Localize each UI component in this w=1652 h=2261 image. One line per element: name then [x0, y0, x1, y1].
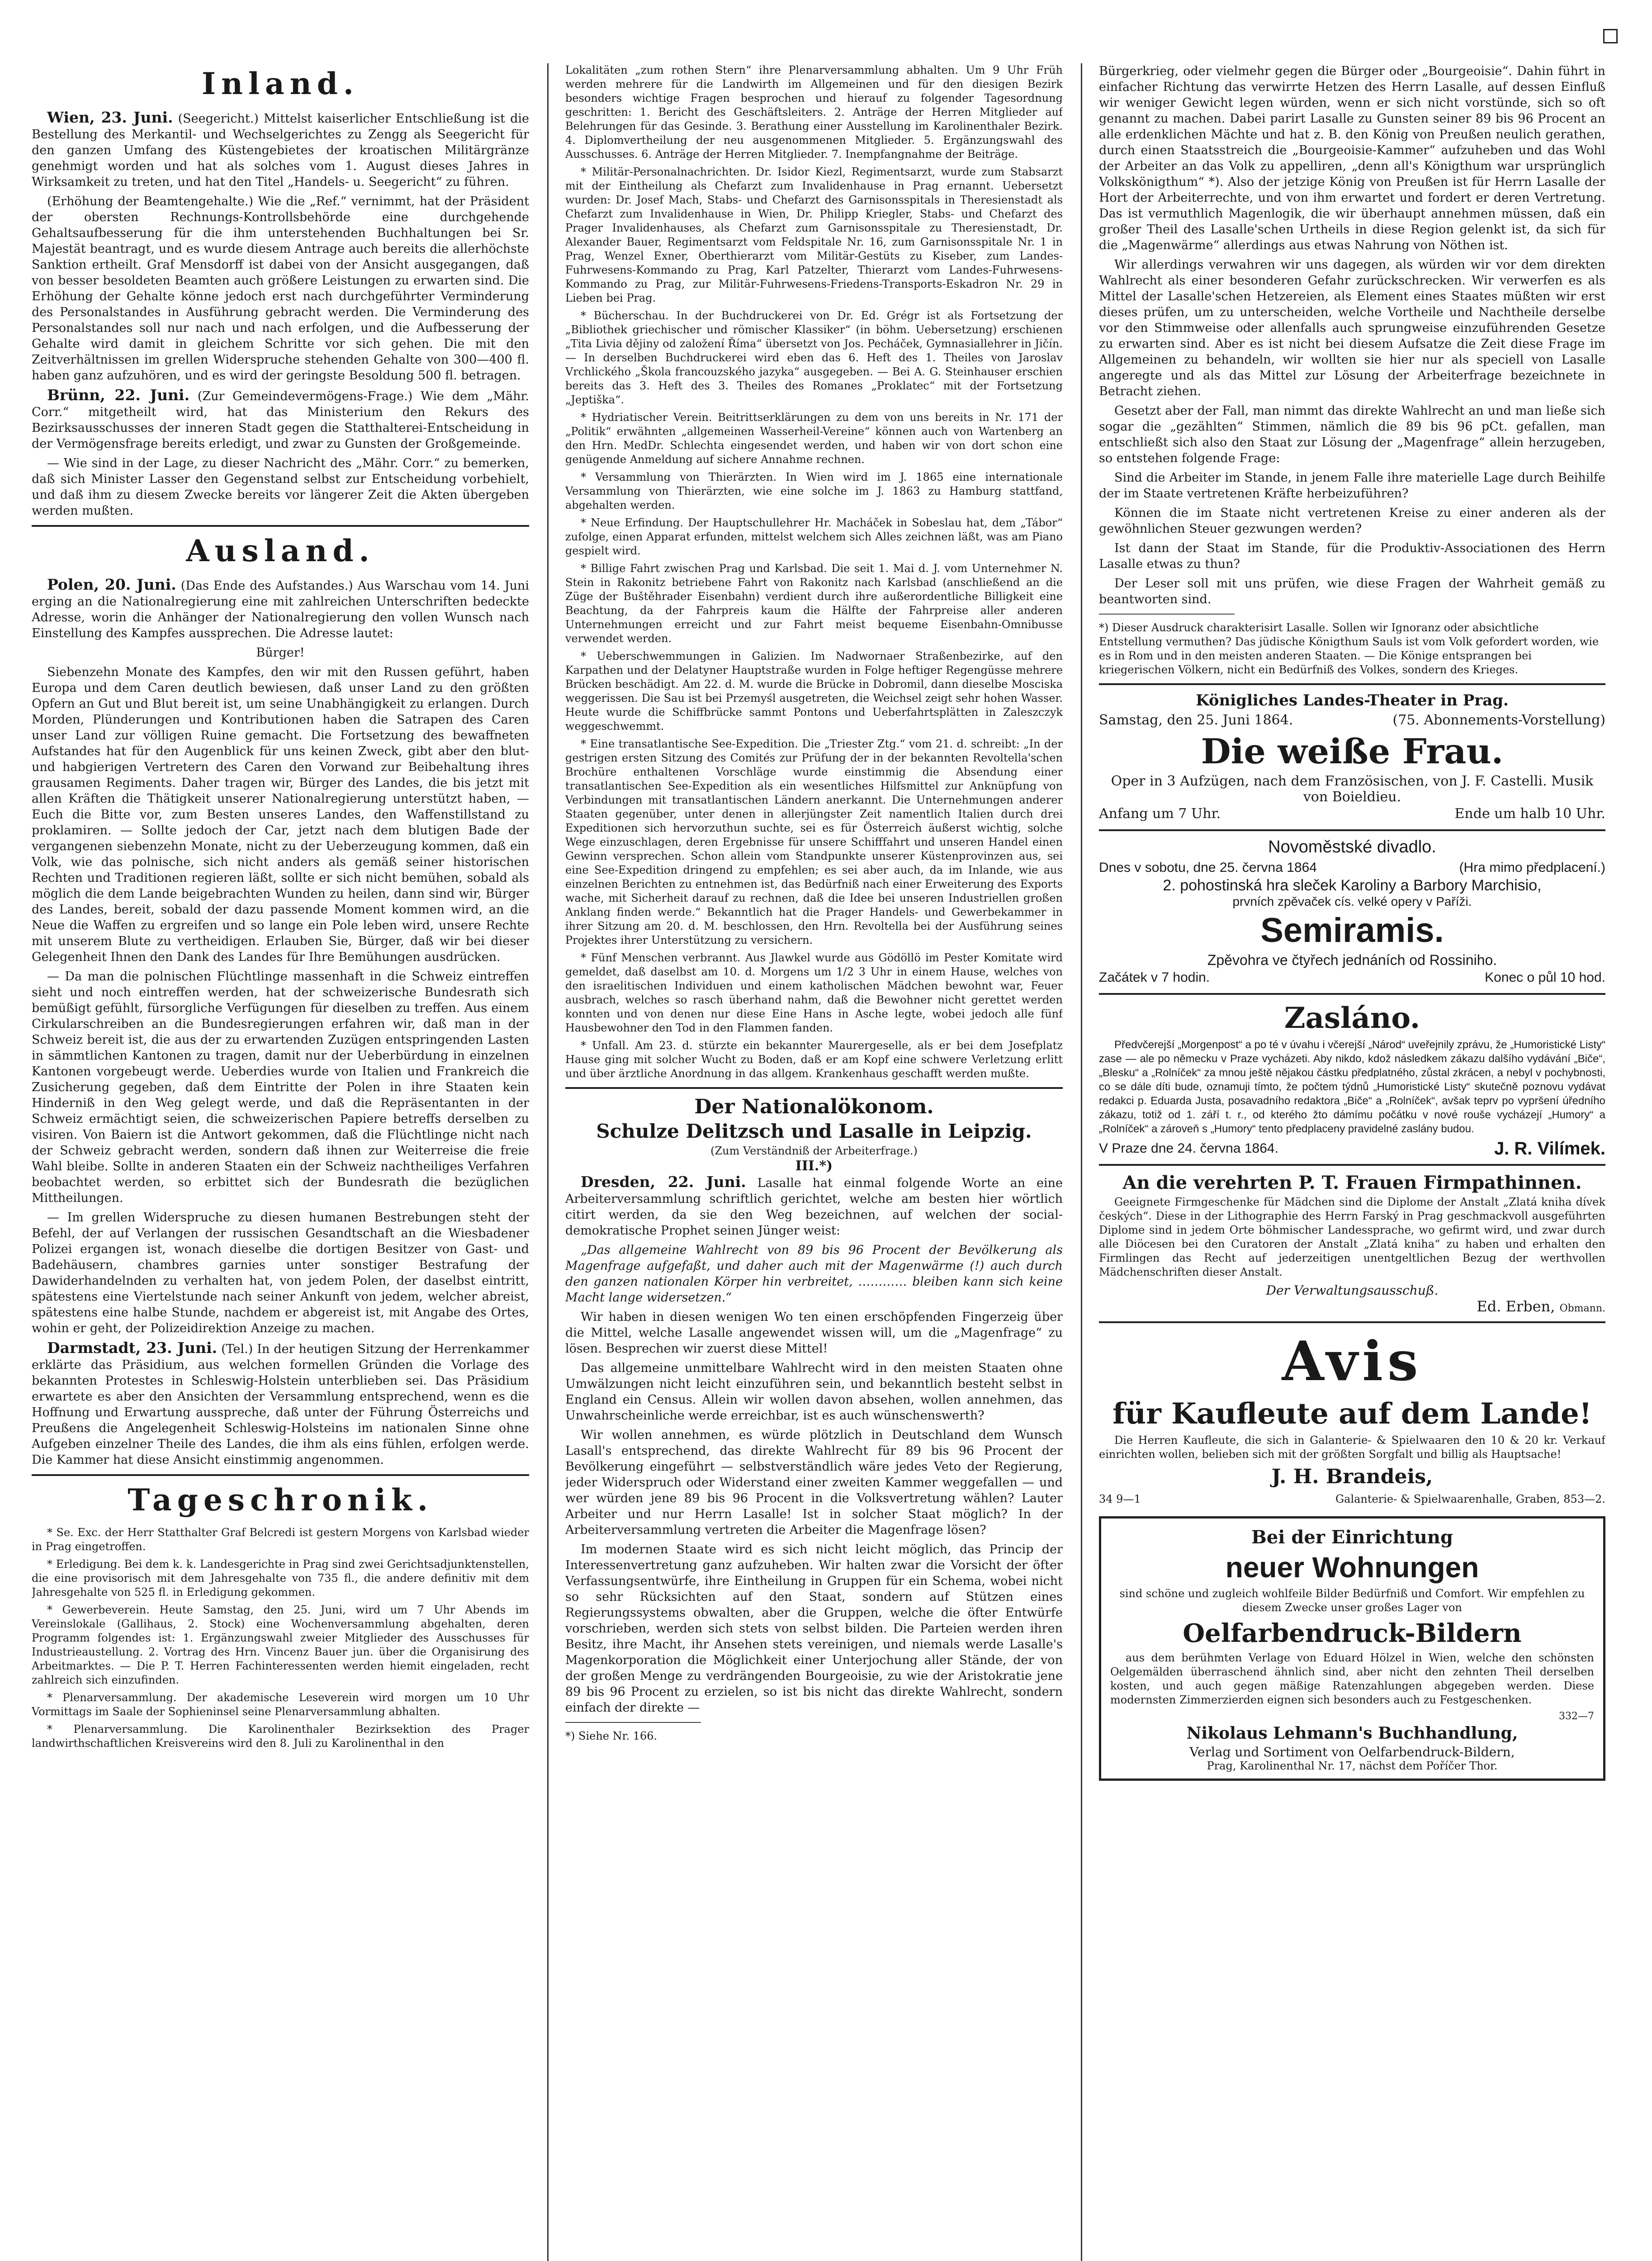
- chronik-item: * Neue Erfindung. Der Hauptschullehrer Hr. Macháček in Sobeslau hat, dem „Tábor“ zufolge, einen Apparat erfunden, mittelst welchem sich Alles zeichnen läßt, was am Piano gespielt wird.: [565, 516, 1063, 557]
- novo-theater-ad: [1099, 837, 1605, 987]
- divider: [1099, 1321, 1605, 1323]
- column-rule: [1081, 63, 1082, 2261]
- article-body: — Da man die polnischen Flüchtlinge massenhaft in die Schweiz eintreffen sieht und noch eintreffen werden, hat der schweizerische Bundesrath sich bemüßigt gefühlt, fürsorgliche Verfügungen für dieselben zu treffen. Aus einem Cirkularschreiben an die Bundesregierungen erfahren wir, daß man in der Schweiz bereit ist, die aus der zu erwartenden Zuzügen entspringenden Lasten in sämmtlichen Kantonen zu tragen, damit nur der Ueberbürdung in einzelnen Kantonen vorgebeugt werde. Ueberdies wurde von Italien und Frankreich die Zusicherung gegeben, daß dem Eintritte der Polen in ihre Staaten kein Hinderniß in den Weg gelegt werde, und daß die Repräsentanten in der Schweiz ermächtigt seien, die schweizerischen Papiere betreffs derselben zu visiren. Von Baiern ist die Antwort gekommen, daß die Flüchtlinge nicht nach der Schweiz gebracht werden, sondern daß ihnen zur Weiterreise die freie Wahl bleibe. Sollte in anderen Staaten ein der Schweiz nachtheiliges Verfahren beobachtet werden, so erbittet sich der Bundesrath die bezüglichen Mittheilungen.: [32, 970, 529, 1205]
- article-body: Wie die „Ref.“ vernimmt, hat der Präsident der obersten Rechnungs-Kontrollsbehörde eine durchgehende Gehaltsaufbesserung für die ihm unterstehenden Buchhaltungen bei Sr. Majestät beantragt, und es wurde diesem Antrage auch bereits die allerhöchste Sanktion ertheilt. Graf Mensdorff ist dabei von der Ansicht ausgegangen, daß von besser besoldeten Beamten auch größere Leistungen zu erwarten sind. Die Erhöhung der Gehalte könne jedoch erst nach durchgeführter Verminderung des Personalstandes in Ausführung gebracht werden. Die Verminderung des Personalstandes soll nur nach und nach erfolgen, und die Aufbesserung der Gehalte wird damit in gleichem Schritte vor sich gehen. Die mit den Zeitverhältnissen im grellen Widerspruche stehenden Gehalte von 300—400 fl. haben ganz aufzuhören, und es wird der geringste Besoldung 500 fl. betragen.: [32, 194, 529, 383]
- wohn-body: sind schöne und zugleich wohlfeile Bilder Bedürfniß und Comfort. Wir empfehlen zu diesem Zwecke unser großes Lager von: [1119, 1587, 1585, 1614]
- section-heading-tageschronik: Tageschronik.: [128, 1482, 433, 1518]
- article-tag: (Zur Gemeindevermögens-Frage.): [197, 389, 413, 403]
- wohn-address: Prag, Karolinenthal Nr. 17, nächst dem Poříčer Thor.: [1207, 1760, 1498, 1772]
- theater-end: Ende um halb 10 Uhr.: [1454, 806, 1605, 822]
- chronik-item: * Gewerbeverein. Heute Samstag, den 25. Juni, wird um 7 Uhr Abends im Vereinslokale (Gallihaus, 2. Stock) eine Wochenversammlung abgehalten, deren Programm folgendes ist: 1. Ergänzungswahl zweier Mitglieder des Ausschusses für Industrieaustellung. 2. Vortrag des Hrn. Vincenz Bauer jun. über die Organisirung des Arbeitmarktes. — Die P. T. Herren Fachinteressenten werden hiemit eingeladen, recht zahlreich sich einzufinden.: [32, 1604, 529, 1686]
- avis-number: 34 9—1: [1099, 1493, 1141, 1505]
- avis-subtitle: für Kaufleute auf dem Lande!: [1112, 1397, 1592, 1431]
- divider: [32, 525, 529, 527]
- section-heading-ausland: Ausland.: [186, 533, 375, 568]
- firm-role: Obmann.: [1559, 1303, 1605, 1314]
- novo-date-row: [1099, 859, 1605, 877]
- zaslano-title: Zasláno.: [1284, 1001, 1420, 1035]
- chronik-item: * Unfall. Am 23. d. stürzte ein bekannter Maurergeselle, als er bei dem Josefplatz Hause ging mit solcher Wucht zu Boden, daß er am Kopf eine schwere Verletzung erlitt und über ärztliche Anordnung in das allgem. Krankenhaus geschafft werden mußte.: [565, 1039, 1063, 1080]
- firm-body: Geeignete Firmgeschenke für Mädchen sind die Diplome der Anstalt „Zlatá kniha dívek českých“. Diese in der Lithographie des Herrn Farský in Prag geschmackvoll ausgeführten Diplome sind in jedem Orte böhmischer Landessprache, wo gefirmt wird, und zwar durch alle Diöcesen bei den Curatoren der Anstalt „Zlatá kniha“ zu haben und erhalten den Firmlingen das Recht auf jederzeitigen unentgeltlichen Bezug der werthvollen Mädchenschriften dieser Anstalt.: [1099, 1196, 1605, 1278]
- article-body: — Wie sind in der Lage, zu dieser Nachricht des „Mähr. Corr.“ zu bemerken, daß sich Minister Lasser den Gegenstand selbst zur Entscheidung vorbehielt, und daß ihm zu diesem Zwecke bereits vor längerer Zeit die Akten übergeben werden mußten.: [32, 456, 529, 518]
- dateline: Polen, 20. Juni.: [47, 576, 176, 593]
- theater-header: Königliches Landes-Theater in Prag.: [1196, 691, 1509, 710]
- avis-ad: [1099, 1329, 1605, 1508]
- firm-signer: Der Verwaltungsausschuß.: [1266, 1283, 1439, 1298]
- zaslano-footer: [1099, 1140, 1605, 1158]
- section-heading-nationaloekonom: Der Nationalökonom.: [694, 1095, 934, 1118]
- article-body: Wir haben in diesen wenigen Wo ten einen erschöpfenden Fingerzeig über die Mittel, welche Lasalle angewendet wissen will, um die „Magenfrage“ zu lösen. Besprechen wir zuerst diese Mittel!: [565, 1310, 1063, 1356]
- firm-title: An die verehrten P. T. Frauen Firmpathinnen.: [1122, 1172, 1582, 1193]
- theater-start: Anfang um 7 Uhr.: [1099, 806, 1221, 822]
- section-heading-inland: Inland.: [202, 66, 359, 101]
- novo-header: Novoměstské divadlo.: [1268, 837, 1436, 856]
- chronik-item: * Ueberschwemmungen in Galizien. Im Nadwornaer Straßenbezirke, auf den Karpathen und der Delatyner Hauptstraße wurden in Folge heftiger Regengüsse mehrere Brücken beschädigt. Am 22. d. M. wurde die Brücke in Dobromil, dann dieselbe Mosciska weggerissen. Die Sau ist bei Przemyśl ausgetreten, die Weichsel zeigt sehr hohen Wasser. Heute wurde die Schiffbrücke sammt Pontons und Ueberfahrtsplätten in Zaleszczyk weggeschwemmt.: [565, 650, 1063, 733]
- firm-name: Ed. Erben,: [1477, 1298, 1555, 1315]
- article-part: III.*): [795, 1158, 833, 1174]
- wohn-title-1: Bei der Einrichtung: [1251, 1527, 1453, 1548]
- article-body: Aus Warschau vom 14. Juni erging an die Nationalregierung eine mit zahlreichen Unterschriften bedeckte Adresse, worin die Anhänger der Nationalregierung den vollen Wunsch nach Einstellung des Kampfes aussprechen. Die Adresse lautet:: [32, 579, 529, 640]
- article-tag: (Erhöhung der Beamtengehalte.): [47, 194, 254, 208]
- divider: [32, 1474, 529, 1476]
- wohnungen-ad: [1099, 1516, 1605, 1781]
- wohn-body-2: aus dem berühmten Verlage von Eduard Hölzel in Wien, welche den schönsten Oelgemälden überraschend ähnlich sind, aber nicht den zehnten Theil derselben kosten, und auch gegen mäßige Ratenzahlungen abgegeben werden. Diese modernsten Zimmerzierden eignen sich besonders auch zu Festgeschenken.: [1110, 1651, 1594, 1706]
- novo-date: Dnes v sobotu, dne 25. června 1864: [1099, 860, 1317, 875]
- dateline: Wien, 23. Juni.: [47, 109, 173, 126]
- chronik-item: * Plenarversammlung. Der akademische Leseverein wird morgen um 10 Uhr Vormittags im Saale der Sophieninsel seine Plenarversammlung abhalten.: [32, 1691, 529, 1718]
- zaslano-body: Předvčerejší „Morgenpost“ a po té v úvahu i včerejší „Národ“ uveřejnily zprávu, že „Humoristické Listy“ zase — ale po německu v Praze vycházeti. Aby nikdo, kdož následkem zákazu dalšího vydávání „Biče“, „Blesku“ a „Rolníček“ za mnou ještě nějakou částku předplatného, zůstal zkrácen, a nebyl v pochybnosti, co se dále díti bude, oznamuji tímto, že počtem týdnů „Humoristické Listy“ skutečně poznovu vydávat redakci p. Eduarda Justa, posavadního redaktora „Biče“ a „Rolníček“, avšak teprv po vypršení úředního zákazu, totiž od 1. září t. r., od kterého žto dámímu počátku v nové rouše vycházejí „Humory“ a „Rolníček“ a zároveň s „Humory“ tento předplaceny pravidelné zaslány budou.: [1099, 1039, 1605, 1135]
- article-body: Bürgerkrieg, oder vielmehr gegen die Bürger oder „Bourgeoisie“. Dahin führt in einfacher Richtung das verwirrte Hetzen des Herrn Lasalle, auf dessen Einfluß wir weniger Gewicht legen würden, wenn er sich nicht vorstünde, sich so oft genannt zu machen. Dabei parirt Lasalle zu Gunsten seiner 89 bis 96 Procent an alle erdenklichen Mächte und hat z. B. den König von Preußen neulich gerathen, durch einen Staatsstreich die „Bourgeoisie-Kammer“ aufzuheben und das Wohl der Arbeiter an das Volk zu appelliren, „denn all's Königthum war ursprünglich Volkskönigthum“ *). Also der jetzige König von Preußen ist für Herrn Lasalle der Hort der Arbeiterrechte, und von ihm erwartet und fordert er deren Vertretung. Das ist vermuthlich Magenlogik, die wir überhaupt annehmen müssen, daß ein großer Theil des Lasalle'schen Urtheils in diese Region gelenkt ist, da sich für die „Magenwärme“ allerdings aus etwas Nahrung von Nöthen ist.: [1099, 64, 1605, 252]
- avis-footer: [1099, 1490, 1605, 1508]
- question: Sind die Arbeiter im Stande, in jenem Falle ihre materielle Lage durch Beihilfe der im Staate vertretenen Kräfte herbeizuführen?: [1099, 471, 1605, 501]
- firm-name-row: [1099, 1298, 1605, 1315]
- column-3: [1099, 63, 1605, 2261]
- firm-notice: [1099, 1172, 1605, 1315]
- avis-title: Avis: [1282, 1329, 1423, 1393]
- dateline: Darmstadt, 23. Juni.: [47, 1339, 218, 1357]
- article-body: Siebenzehn Monate des Kampfes, den wir mit den Russen geführt, haben Europa und dem Caren deutlich bewiesen, daß unser Land zu den größten Opfern an Gut und Blut bereit ist, um seine Unabhängigkeit zu erlangen. Durch Morden, Plünderungen und Kontributionen haben die Satrapen des Caren unser Land zur völligen Ruine gemacht. Die Fortsetzung des bewaffneten Aufstandes hat für den Augenblick für uns keinen Zweck, gibt aber den blut- und habgierigen Vertretern des Caren den Vorwand zur Beibehaltung ihres grausamen Regiments. Daher tragen wir, Bürger des Landes, die bis jetzt mit allen Kräften die Thätigkeit unserer Nationalregierung unterstützt haben, — Euch die Bitte vor, zum Besten unseres Landes, den Waffenstillstand zu proklamiren. — Sollte jedoch der Car, jetzt nach dem blutigen Bade der vergangenen siebenzehn Monate, nicht zu der Ueberzeugung kommen, daß ein Volk, wie das polnische, sich nicht anders als gemäß seiner historischen Rechten und Traditionen regieren läßt, sollte er sich nicht bemühen, sobald als möglich die dem Lande beigebrachten Wunden zu heilen, dann sind wir, Bürger des Landes, bereit, sobald der dazu passende Moment kommen wird, an die Neue die Waffen zu ergreifen und so lange ein Pole leben wird, unsere Rechte mit unserem Blute zu vertheidigen. Erlauben Sie, Bürger, daß wir bei dieser Gelegenheit Ihnen den Dank des Landes für Ihre Bemühungen ausdrücken.: [32, 665, 529, 964]
- theater-date-row: [1099, 711, 1605, 729]
- zaslano-notice: [1099, 1001, 1605, 1158]
- chronik-item: * Hydriatischer Verein. Beitrittserklärungen zu dem von uns bereits in Nr. 171 der „Politik“ erwähnten „allgemeinen Wasserheil-Vereine“ können auch von Wartenberg an den Hrn. MedDr. Schlechta eingesendet werden, und haben wir von dort schon eine genügende Anmeldung auf sichere Annahme rechnen.: [565, 411, 1063, 466]
- article-body: Wir allerdings verwahren wir uns dagegen, als würden wir vor dem direkten Wahlrecht als einer besonderen Gefahr zurückschrecken. Wir verwerfen es als Mittel der Lasalle'schen Hetzereien, als Element eines Staates müßten wir erst dieses prüfen, um zu unterscheiden, welche Vortheile und Nachtheile derselbe vor den Stimmweise oder allenfalls auch sprungweise einzuführenden Gesetze zu erwarten sind. Aber es ist nicht bei diesem Aufsatze die Zeit diese Frage im Allgemeinen zu behandeln, wir wollten sie hier nur als speciell von Lasalle angeregte und als das Mittel zur Lösung der Arbeiterfrage bezeichnete in Betracht ziehen.: [1099, 258, 1605, 398]
- theater-times: [1099, 805, 1605, 823]
- article-body: Im modernen Staate wird es sich nicht leicht möglich, das Princip der Interessenvertretung ganz aufzuheben. Wir halten zwar die Vorsicht der öfter Verfassungsentwürfe, ihre Eintheilung in Gruppen für ein Schema, wobei nicht so sehr Rücksichten auf den Staat, sondern auf Stützen eines Regierungssystems obwalten, aber die Gruppen, welche die öfter Entwürfe vorschrieben, werden sich stets von selbst bilden. Die Parteien werden ihren Besitz, ihre Macht, ihr Ansehen stets vereinigen, und niemals werde Lasalle's Magenkorporation die Möglichkeit einer Unterjochung aller Stände, der von der großen Menge zu verdrängenden Bourgeoisie, zu wie der Aristokratie jene 89 bis 96 Procent zu erzielen, so ist bis nicht das direkte Wahlrecht, sondern einfach der direkte —: [565, 1542, 1063, 1715]
- novo-note: (Hra mimo předplacení.): [1459, 860, 1605, 875]
- novo-start: Začátek v 7 hodin.: [1099, 970, 1210, 985]
- avis-body: Die Herren Kaufleute, die sich in Galanterie- & Spielwaaren den 10 & 20 kr. Verkauf einrichten wollen, belieben sich mit der größten Sorgfalt und billig als Hauptsache!: [1099, 1434, 1605, 1461]
- chronik-item: * Plenarversammlung. Die Karolinenthaler Bezirksektion des Prager landwirthschaftlichen Kreisvereins wird den 8. Juli zu Karolinenthal in den: [32, 1723, 529, 1750]
- chronik-item: Lokalitäten „zum rothen Stern“ ihre Plenarversammlung abhalten. Um 9 Uhr Früh werden mehrere für die Landwirth im Allgemeinen und für den diesigen Bezirk besonders wichtige Fragen besprochen und hierauf zu folgender Tagesordnung geschritten: 1. Bericht des Geschäftsleiters. 2. Anträge der Herren Mitglieder auf Belehrungen für das Gesinde. 3. Berathung einer Ausstellung im Karolinenthaler Bezirk. 4. Diplomvertheilung der neu ausgenommenen Mitglieder. 5. Ergänzungswahl des Ausschusses. 6. Anträge der Herren Mitglieder. 7. Inempfangnahme der Beiträge.: [565, 64, 1063, 161]
- theater-performance: (75. Abonnements-Vorstellung): [1392, 712, 1605, 728]
- question: Ist dann der Staat im Stande, für die Produktiv-Associationen des Herrn Lasalle etwas zu thun?: [1099, 541, 1605, 571]
- quote: „Das allgemeine Wahlrecht von 89 bis 96 Procent der Bevölkerung als Magenfrage aufgefaßt, und daher auch mit der Magenwärme (!) auch durch den ganzen nationalen Körper hin verbreitet, ………… bleiben kann sich keine Macht lange widersetzen.“: [565, 1243, 1063, 1305]
- chronik-item: * Bücherschau. In der Buchdruckerei von Dr. Ed. Grégr ist als Fortsetzung der „Bibliothek griechischer und römischer Klassiker“ (in böhm. Uebersetzung) erschienen „Tita Livia dějiny od založení Říma“ übersetzt von Jos. Pecháček, Gymnasiallehrer in Jičín. — In derselben Buchdruckerei wird eben das 6. Heft des 1. Theiles von Jaroslav Vrchlického „Škola francouzského jazyka“ ausgegeben. — Bei A. G. Steinhauser erschien bereits das 3. Heft des 3. Theiles des Romanes „Proklatec“ mit der Fortsetzung „Jeptiška“.: [565, 309, 1063, 406]
- chronik-item: * Billige Fahrt zwischen Prag und Karlsbad. Die seit 1. Mai d. J. vom Unternehmer N. Stein in Rakonitz betriebene Fahrt von Rakonitz nach Karlsbad (anschließend an die Züge der Buštěhrader Eisenbahn) verdient durch ihre außerordentliche Billigkeit eine Beachtung, da der Fahrpreis kaum die Hälfte der Fahrpreise aller anderen Unternehmungen erreicht und zur Fahrt meist bequeme Eisenbahn-Omnibusse verwendet werden.: [565, 562, 1063, 645]
- article-bruenn: [32, 387, 529, 452]
- article-body: Wie dem „Mähr. Corr.“ mitgetheilt wird, hat das Ministerium den Rekurs des Bezirksausschusses der inneren Stadt gegen die Statthalterei-Entscheidung in der Vermögensfrage bereits erledigt, und zwar zu Gunsten der Großgemeinde.: [32, 389, 529, 451]
- article-tag: (Tel.): [221, 1342, 253, 1356]
- zaslano-signature: J. R. Vilímek.: [1494, 1139, 1605, 1159]
- chronik-item: * Eine transatlantische See-Expedition. Die „Triester Ztg.“ vom 21. d. schreibt: „In der gestrigen ersten Sitzung des Comités zur Prüfung der in der bekannten Revoltella'schen Brochüre enthaltenen Vorschläge wurde einstimmig die Absendung einer transatlantischen See-Expedition als ein wesentliches Hilfsmittel zur Anknüpfung von Verbindungen mit transatlantischen Ländern anerkannt. Die Unternehmungen anderer Staaten gegenüber, unter denen in allerjüngster Zeit namentlich Italien durch drei Expeditionen sich hervorzuthun suchte, sei es für Österreich äußerst wichtig, solche Wege einzuschlagen, deren Ergebnisse für unsere Schifffahrt und unseren Handel einen Gewinn versprechen. Schon allein vom Standpunkte unserer Küstenprovinzen aus, sei eine See-Expedition dringend zu empfehlen; es sei aber auch, da im Inlande, wie aus einzelnen Berichten zu entnehmen ist, das Bedürfniß nach einer Erweiterung des Exports wache, mit Sicherheit darauf zu rechnen, daß die Idee bei unseren Industriellen großen Anklang finden werde.“ Bekanntlich hat die Prager Handels- und Gewerbekammer in ihrer Sitzung am 20. d. M. beschlossen, den Hrn. Revoltella bei der Ausführung seines Projektes ihrer Unterstützung zu versichern.: [565, 738, 1063, 946]
- wohn-firm: Nikolaus Lehmann's Buchhandlung,: [1186, 1724, 1518, 1743]
- theater-date: Samstag, den 25. Juni 1864.: [1099, 712, 1293, 728]
- salutation: Bürger!: [256, 646, 305, 660]
- article-body: Lasalle hat einmal folgende Worte an eine Arbeiterversammlung schriftlich gerichtet, welche am besten hier wörtlich citirt werden, da sie den Weg bezeichnen, auf welchen der social-demokratische Prophet seinen Jünger weist:: [565, 1176, 1063, 1238]
- theater-title: Die weiße Frau.: [1201, 731, 1504, 771]
- novo-times: [1099, 969, 1605, 987]
- divider: [565, 1087, 1063, 1089]
- theater-description: Oper in 3 Aufzügen, nach dem Französischen, von J. F. Castelli. Musik von Boieldieu.: [1111, 773, 1594, 805]
- column-rule: [547, 63, 549, 2261]
- article-body: Der Leser soll mit uns prüfen, wie diese Fragen der Wahrheit gemäß zu beantworten sind.: [1099, 577, 1605, 606]
- chronik-item: * Fünf Menschen verbrannt. Aus Jlawkel wurde aus Gödöllö im Pester Komitate wird gemeldet, daß daselbst am 10. d. Morgens um 1/2 3 Uhr in einem Hause, welches von den israelitischen Individuen und einem katholischen Mädchen bewohnt war, Feuer ausbrach, welches so rasch überhand nahm, daß die Bewohner nicht gerettet werden konnten und von denen nur diese Eine Hans in Asche legte, wobei jedoch alle fünf Hausbewohner den Tod in den Flammen fanden.: [565, 951, 1063, 1034]
- footnote-rule: [1099, 614, 1235, 615]
- column-1: [32, 63, 529, 2261]
- article-polen: [32, 577, 529, 641]
- wohn-title-2: neuer Wohnungen: [1225, 1551, 1479, 1584]
- wohn-firm-2: Verlag und Sortiment von Oelfarbendruck-Bildern,: [1189, 1745, 1515, 1760]
- avis-address: Galanterie- & Spielwaarenhalle, Graben, 853—2.: [1335, 1493, 1605, 1505]
- divider: [1099, 993, 1605, 995]
- newspaper-page: [32, 27, 1620, 2261]
- chronik-item: * Se. Exc. der Herr Statthalter Graf Belcredi ist gestern Morgens von Karlsbad wieder in Prag eingetroffen.: [32, 1526, 529, 1553]
- dateline: Brünn, 22. Juni.: [47, 386, 190, 404]
- novo-line: prvních zpěvaček cís. velké opery v Paříži.: [1232, 894, 1472, 908]
- chronik-item: * Militär-Personalnachrichten. Dr. Isidor Kiezl, Regimentsarzt, wurde zum Stabsarzt mit der Eintheilung als Chefarzt zum Invalidenhause in Prag ernannt. Uebersetzt wurden: Dr. Josef Mach, Stabs- und Chefarzt des Garnisonsspitals in Theresienstadt als Chefarzt zum Invalidenhause in Wien, Dr. Philipp Kriegler, Stabs- und Chefarzt des Prager Invalidenhauses, als Chefarzt zum Garnisonsspitale zu Theresienstadt, Dr. Alexander Bauer, Regimentsarzt vom Feldspitale Nr. 16, zum Garnisonsspitale Nr. 1 in Prag, Wenzel Exner, Oberthierarzt vom Militär-Gestüts zu Kiseber, zum Landes-Fuhrwesens-Kommando zu Prag, Karl Patzelter, Thierarzt vom Landes-Fuhrwesens-Kommando zu Prag, zur Militär-Fuhrwesens-Friedens-Transports-Eskadron Nr. 29 in Lieben bei Prag.: [565, 166, 1063, 304]
- article-subtitle: (Zum Verständniß der Arbeiterfrage.): [710, 1145, 918, 1157]
- article-body: Mittelst kaiserlicher Entschließung ist die Bestellung des Merkantil- und Wechselgerichtes zu Zengg als Seegericht für den ganzen Umfang des Küstengebietes der kroatischen Militärgränze genehmigt worden und hat als solches vom 1. August dieses Jahres in Wirksamkeit zu treten, und hat den Titel „Handels- u. Seegericht“ zu führen.: [32, 112, 529, 189]
- chronik-item: * Versammlung von Thierärzten. In Wien wird im J. 1865 eine internationale Versammlung von Thierärzten, wie eine solche im J. 1863 zu Hamburg stattfand, abgehalten werden.: [565, 471, 1063, 511]
- novo-line: 2. pohostinská hra sleček Karoliny a Barbory Marchisio,: [1163, 877, 1542, 894]
- article-tag: (Seegericht.): [178, 112, 259, 126]
- novo-description: Zpěvohra ve čtyřech jednáních od Rossiniho.: [1207, 952, 1497, 968]
- divider: [1099, 683, 1605, 685]
- article-dresden: [565, 1174, 1063, 1239]
- column-2: [565, 63, 1063, 2261]
- article-darmstadt: [32, 1340, 529, 1468]
- chronik-item: * Erledigung. Bei dem k. k. Landesgerichte in Prag sind zwei Gerichtsadjunktenstellen, die eine provisorisch mit dem Jahresgehalte von 735 fl., die andere definitiv mit dem Jahresgehalte von 525 fl. in Erledigung gekommen.: [32, 1558, 529, 1599]
- divider: [1099, 1164, 1605, 1166]
- question: Können die im Staate nicht vertretenen Kreise zu einer anderen als der gewöhnlichen Steuer gezwungen werden?: [1099, 506, 1605, 536]
- corner-ornament-icon: [1603, 29, 1618, 43]
- avis-firm: J. H. Brandeis,: [1271, 1465, 1433, 1488]
- article-body: Wir wollen annehmen, es würde plötzlich in Deutschland dem Wunsch Lasall's entsprechend, das direkte Wahlrecht für 89 bis 96 Procent der Bevölkerung eingeführt — selbstverständlich wäre jedes Veto der Regierung, jeder Widerspruch oder Widerstand einer zweiten Kammer weggefallen — und wer würden jene 89 bis 96 Procent in die Volksvertretung wählen? Lauter Arbeiter und nur Herrn Lasalle! Ist in solcher Staat möglich? In der Arbeiterversammlung vertreten die Arbeiter die Magenfrage lösen?: [565, 1428, 1063, 1537]
- footnote: *) Dieser Ausdruck charakterisirt Lasalle. Sollen wir Ignoranz oder absichtliche Entstellung vermuthen? Das jüdische Königthum Sauls ist vom Volk gefordert worden, wie es in Rom und in den meisten anderen Staaten. — Die Könige entsprangen bei kriegerischen Völkern, nicht ein Bedürfniß des Volkes, sondern des Krieges.: [1099, 621, 1599, 676]
- theater-ad: [1099, 691, 1605, 823]
- novo-title: Semiramis.: [1260, 911, 1444, 950]
- article-body: Gesetzt aber der Fall, man nimmt das direkte Wahlrecht an und man ließe sich sogar die „gezählten“ Stimmen, nämlich die 89 bis 96 pCt. gefallen, man entschließt sich also den Staat zur Lösung der „Magenfrage“ allein herzugeben, so entstehen folgende Frage:: [1099, 404, 1605, 465]
- article-body: — Im grellen Widerspruche zu diesen humanen Bestrebungen steht der Befehl, der auf Verlangen der russischen Gesandtschaft an die Wiesbadener Polizei ergangen ist, wonach dieselbe die dortigen Besitzer von Gast- und Badehäusern, chambres garnies unter sonstiger Bestrafung der Dawiderhandelnden zu verhalten hat, von jedem Polen, der daselbst eintritt, spätestens eine Viertelstunde nach seiner Ankunft von jedem, welcher abreist, spätestens eine halbe Stunde, nachdem er abgereist ist, mit Angabe des Ortes, wohin er geht, der Polizeidirektion Anzeige zu machen.: [32, 1211, 529, 1335]
- article-title: Schulze Delitzsch und Lasalle in Leipzig.: [596, 1120, 1032, 1142]
- article-tag: (Das Ende des Aufstandes.): [180, 579, 353, 593]
- zaslano-place: V Praze dne 24. června 1864.: [1099, 1141, 1278, 1156]
- wohn-number: 332—7: [1559, 1711, 1594, 1722]
- novo-end: Konec o půl 10 hod.: [1485, 970, 1605, 985]
- article-beamten: [32, 194, 529, 383]
- wohn-title-3: Oelfarbendruck-Bildern: [1183, 1618, 1522, 1648]
- article-body: In der heutigen Sitzung der Herrenkammer erklärte das Präsidium, aus welchen formellen Gründen die Vorlage des bekannten Protestes in Schleswig-Holstein unterblieben sei. Das Präsidium erwartete es aber den Ansichten der Versammlung entsprechend, wenn es die Hoffnung und Erwartung ausspreche, daß unter der Führung Österreichs und Preußens die Angelegenheit Schleswig-Holsteins im nationalen Sinne ohne Aufgeben einzelner Theile des Landes, die ihm als eins fühlen, erfolgen werde. Die Kammer hat diese Ansicht einstimmig angenommen.: [32, 1342, 529, 1467]
- footnote-rule: [565, 1722, 701, 1723]
- article-body: Das allgemeine unmittelbare Wahlrecht wird in den meisten Staaten ohne Umwälzungen nicht leicht einzuführen sein, und bekanntlich besteht selbst in England ein Census. Allein wir wollen davon absehen, wollen annehmen, das Unwahrscheinliche werde erreichbar, ist es auch wünschenswerth?: [565, 1361, 1063, 1423]
- article-wien: [32, 109, 529, 190]
- dateline: Dresden, 22. Juni.: [581, 1173, 746, 1191]
- footnote: *) Siehe Nr. 166.: [565, 1730, 658, 1742]
- divider: [1099, 829, 1605, 831]
